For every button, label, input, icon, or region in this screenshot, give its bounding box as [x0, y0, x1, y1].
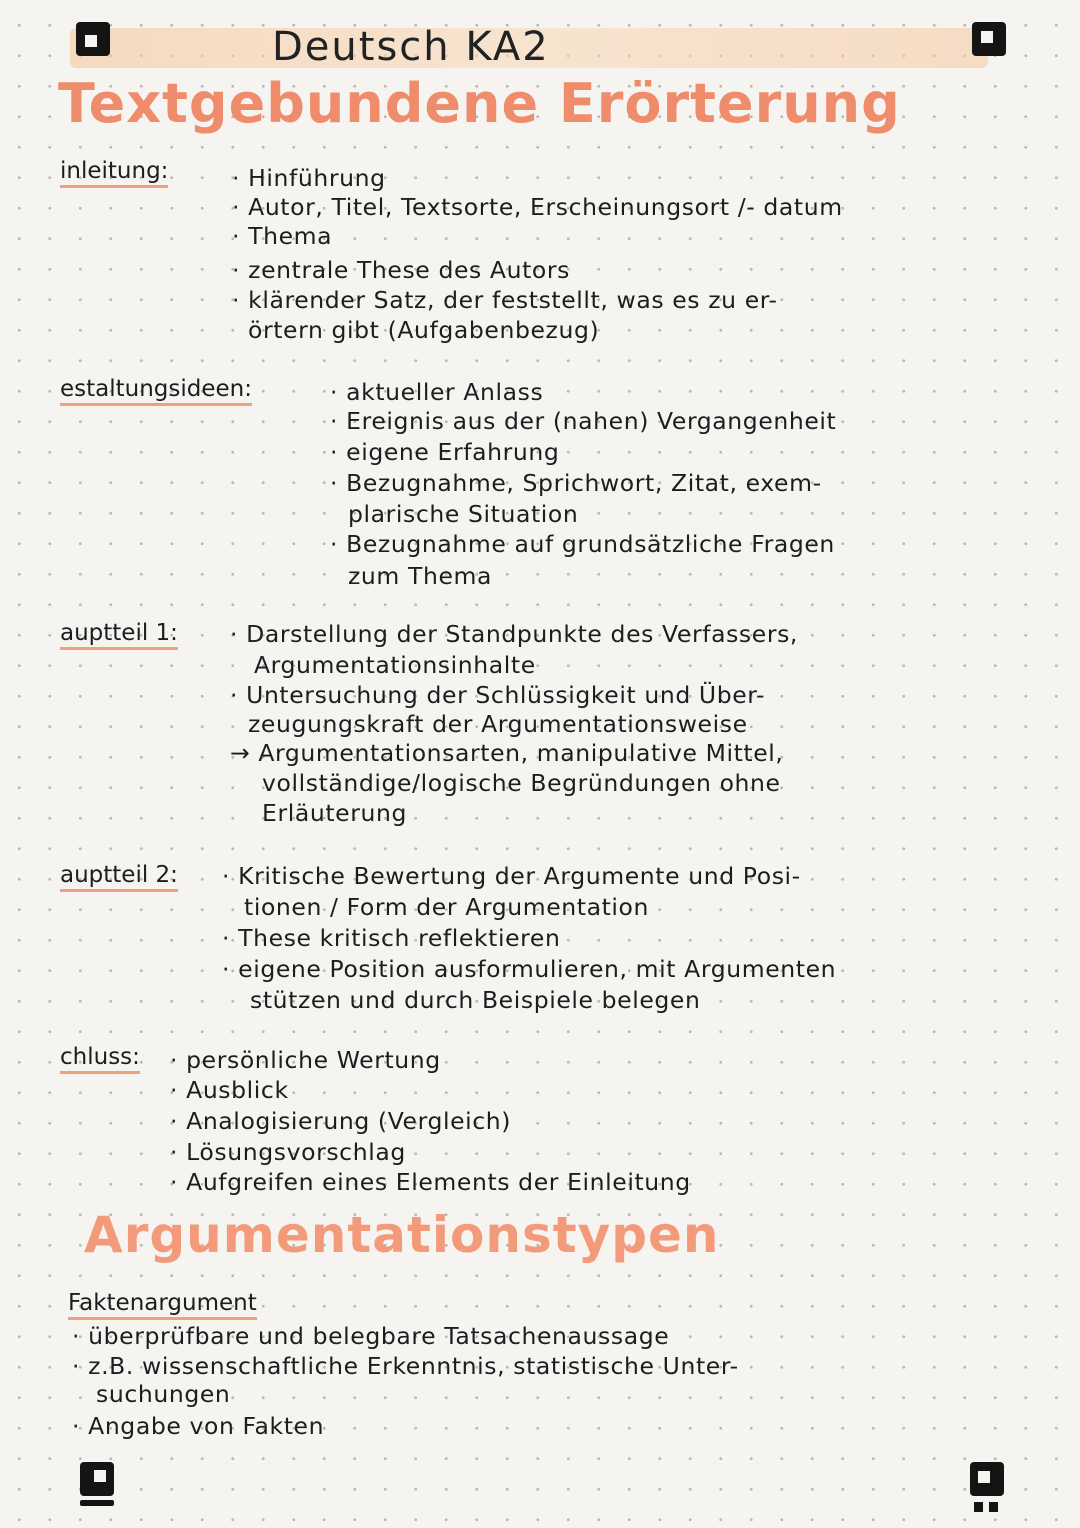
section-label-faktenargument: Faktenargument — [68, 1290, 257, 1316]
list-item: zeugungskraft der Argumentationsweise — [248, 710, 748, 738]
corner-dots — [974, 1502, 1000, 1512]
main-heading: Textgebundene Erörterung — [58, 72, 901, 135]
section-label-schluss: chluss: — [60, 1044, 140, 1070]
corner-mark-top-left — [76, 22, 110, 56]
list-item: · zentrale These des Autors — [232, 256, 570, 284]
list-item: Erläuterung — [262, 799, 407, 827]
list-item: · Thema — [232, 222, 333, 250]
list-item: · Bezugnahme, Sprichwort, Zitat, exem- — [330, 469, 822, 497]
list-item: · Bezugnahme auf grundsätzliche Fragen — [330, 530, 835, 558]
list-item: suchungen — [96, 1380, 231, 1408]
document-title: Deutsch KA2 — [272, 24, 550, 70]
list-item: Argumentationsinhalte — [254, 651, 536, 679]
list-item: zum Thema — [348, 562, 492, 590]
list-item: örtern gibt (Aufgabenbezug) — [248, 316, 600, 344]
list-item: · Lösungsvorschlag — [170, 1138, 406, 1166]
corner-mark-bottom-left — [80, 1462, 114, 1496]
list-item: · Aufgreifen eines Elements der Einleitung — [170, 1168, 691, 1196]
list-item: · klärender Satz, der feststellt, was es zu er- — [232, 286, 778, 314]
section-label-hauptteil-2: auptteil 2: — [60, 862, 178, 888]
list-item: · Angabe von Fakten — [72, 1412, 325, 1440]
corner-underline — [80, 1500, 114, 1506]
section-label-gestaltungsideen: estaltungsideen: — [60, 376, 252, 402]
list-item: vollständige/logische Begründungen ohne — [262, 769, 781, 797]
list-item: · Untersuchung der Schlüssigkeit und Über- — [230, 681, 766, 709]
list-item: · aktueller Anlass — [330, 378, 544, 406]
list-item: · Kritische Bewertung der Argumente und Posi- — [222, 862, 801, 890]
list-item: tionen / Form der Argumentation — [244, 893, 650, 921]
list-item: · These kritisch reflektieren — [222, 924, 561, 952]
list-item: · Analogisierung (Vergleich) — [170, 1107, 512, 1135]
corner-mark-top-right — [972, 22, 1006, 56]
list-item: · Autor, Titel, Textsorte, Erscheinungsort /- datum — [232, 193, 843, 221]
list-item: · eigene Position ausformulieren, mit Argumenten — [222, 955, 837, 983]
corner-mark-bottom-right — [970, 1462, 1004, 1496]
list-item: · eigene Erfahrung — [330, 438, 560, 466]
list-item: → Argumentationsarten, manipulative Mittel, — [230, 739, 784, 767]
second-heading: Argumentationstypen — [84, 1206, 720, 1264]
list-item: · Hinführung — [232, 164, 386, 192]
list-item: · überprüfbare und belegbare Tatsachenaussage — [72, 1322, 670, 1350]
list-item: · persönliche Wertung — [170, 1046, 441, 1074]
list-item: · Ausblick — [170, 1076, 289, 1104]
list-item: · z.B. wissenschaftliche Erkenntnis, statistische Unter- — [72, 1352, 739, 1380]
list-item: · Ereignis aus der (nahen) Vergangenheit — [330, 407, 837, 435]
list-item: stützen und durch Beispiele belegen — [250, 986, 701, 1014]
section-label-einleitung: inleitung: — [60, 158, 168, 184]
section-label-hauptteil-1: auptteil 1: — [60, 620, 178, 646]
list-item: plarische Situation — [348, 500, 579, 528]
list-item: · Darstellung der Standpunkte des Verfassers, — [230, 620, 799, 648]
